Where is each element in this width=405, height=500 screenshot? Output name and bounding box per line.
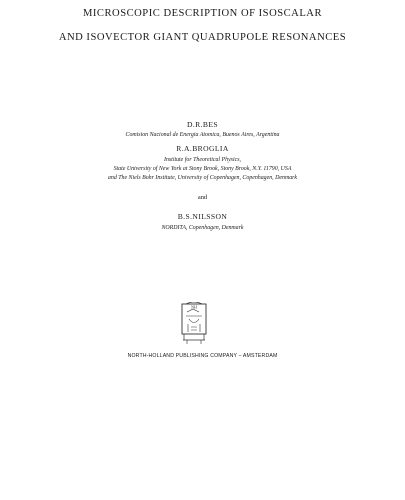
affiliation-bes: Comision Nacional de Energia Atomica, Buenos Aires, Argentina bbox=[125, 132, 280, 138]
logo-letters: NH bbox=[191, 304, 197, 310]
publisher-name: NORTH-HOLLAND PUBLISHING COMPANY – AMSTERDAM bbox=[127, 353, 278, 359]
affiliation-nilsson: NORDITA, Copenhagen, Denmark bbox=[161, 225, 244, 231]
author-name-bes: D.R.BES bbox=[186, 120, 219, 129]
author-name-nilsson: B.S.NILSSON bbox=[177, 212, 228, 221]
publisher-logo-icon bbox=[180, 302, 208, 346]
author-name-broglia: R.A.BROGLIA bbox=[176, 144, 229, 153]
affiliation-broglia-line-3: and The Niels Bohr Institute, University of Copenhagen, Copenhagen, Denmark bbox=[107, 175, 298, 181]
title-line-2: AND ISOVECTOR GIANT QUADRUPOLE RESONANCES bbox=[58, 32, 347, 43]
title-line-1: MICROSCOPIC DESCRIPTION OF ISOSCALAR bbox=[82, 8, 323, 19]
affiliation-broglia-line-2: State University of New York at Stony Brook, Stony Brook, N.Y. 11790, USA bbox=[113, 166, 292, 172]
conjunction-and: and bbox=[197, 194, 208, 201]
affiliation-broglia-line-1: Institute for Theoretical Physics, bbox=[163, 157, 241, 163]
